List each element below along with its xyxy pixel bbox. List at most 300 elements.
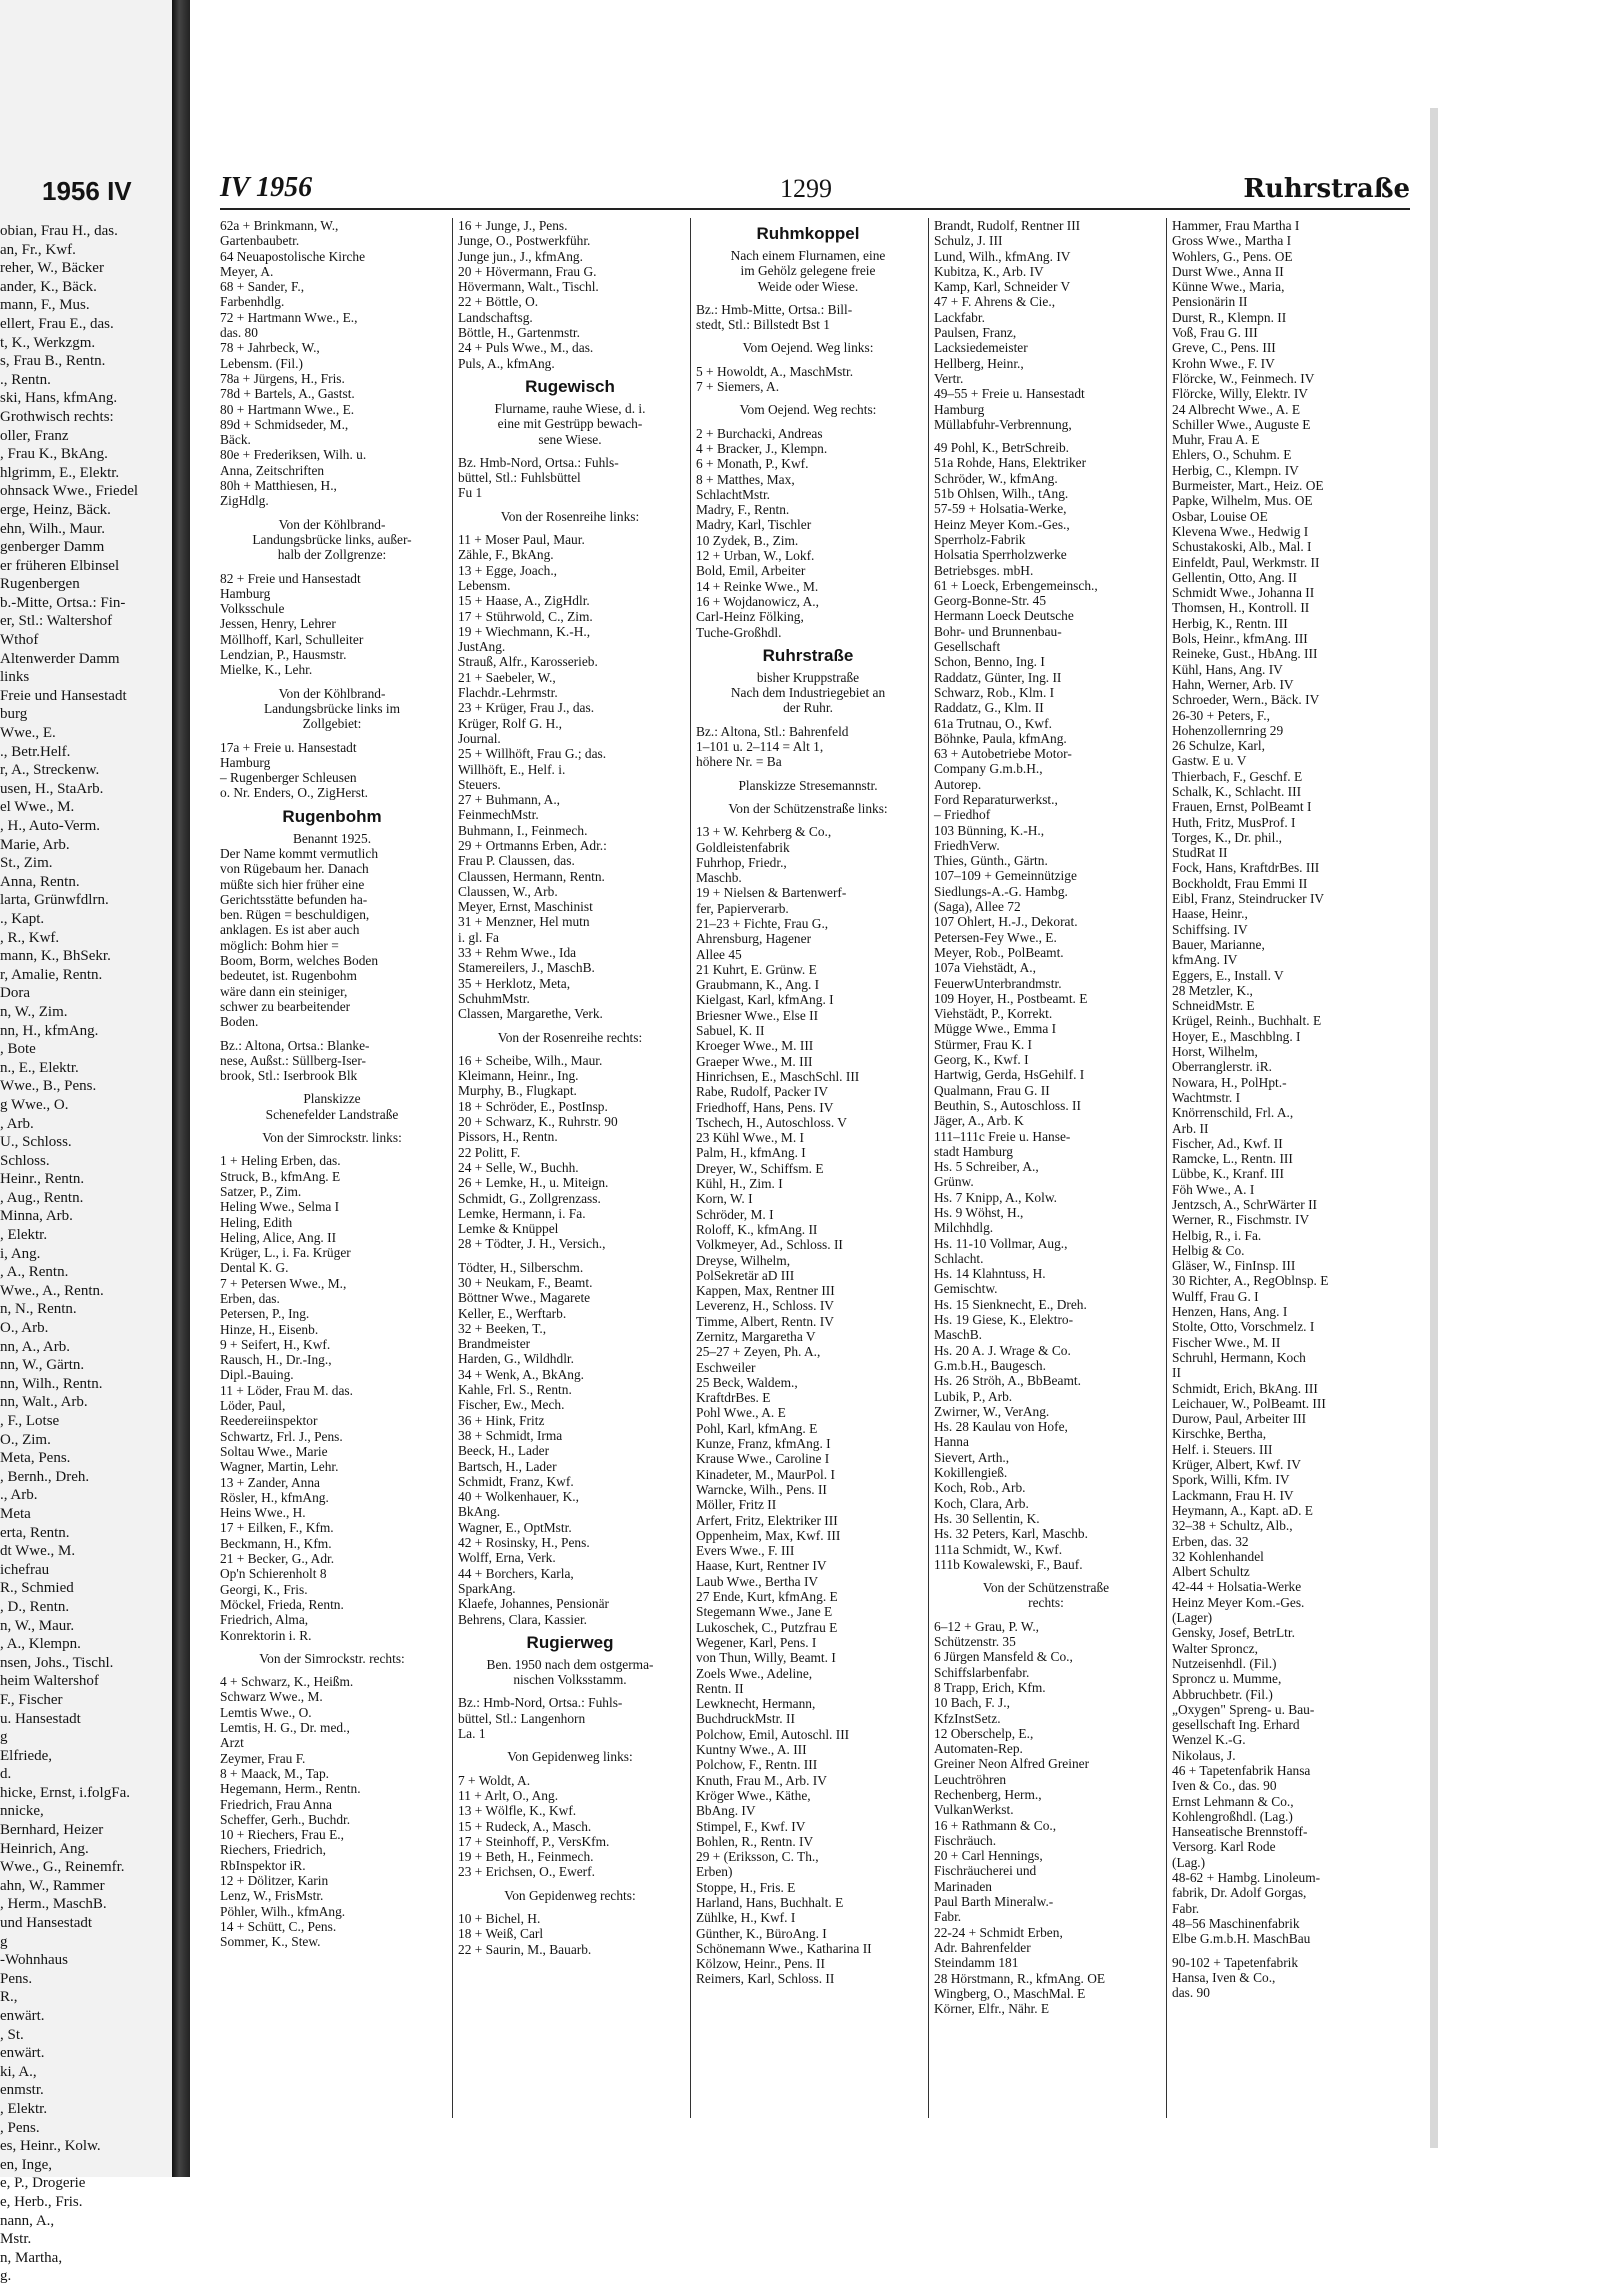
directory-entry: 27 + Buhmann, A.,	[458, 792, 561, 808]
directory-entry: 23 Kühl Wwe., M. I	[696, 1130, 804, 1146]
directory-entry: 17 + Steinhoff, P., VersKfm.	[458, 1833, 610, 1849]
directory-entry: Leverenz, H., Schloss. IV	[696, 1298, 834, 1314]
directory-entry: Paul Barth Mineralw.-	[934, 1894, 1054, 1910]
directory-entry: Thies, Günth., Gärtn.	[934, 853, 1048, 869]
directory-entry: 26 + Lemke, H., u. Miteign.	[458, 1175, 609, 1191]
spacer	[458, 524, 682, 532]
street-note: Von Gepidenweg rechts:	[504, 1887, 636, 1903]
spacer	[458, 1903, 682, 1911]
directory-entry: Schröder, W., kfmAng.	[934, 470, 1058, 486]
directory-entry: Pöhler, Wilh., kfmAng.	[220, 1903, 346, 1919]
street-note: Von Gepidenweg links:	[507, 1749, 633, 1765]
directory-entry: Fischer Wwe., M. II	[1172, 1334, 1281, 1350]
directory-entry: SchuhmMstr.	[458, 990, 530, 1006]
street-note: im Gehölz gelegene freie	[740, 263, 876, 279]
directory-entry: Zeymer, Frau F.	[220, 1750, 306, 1766]
street-heading: Ruhrstraße	[762, 645, 854, 665]
previous-page-line: mann, K., BhSekr.	[0, 948, 111, 965]
directory-entry: Voß, Frau G. III	[1172, 325, 1258, 341]
directory-entry: Helbig & Co.	[1172, 1242, 1245, 1258]
directory-entry: Polchow, Emil, Autoschl. III	[696, 1726, 850, 1742]
directory-entry: 109 Hoyer, H., Postbeamt. E	[934, 990, 1088, 1006]
directory-entry: 19 + Beth, H., Feinmech.	[458, 1849, 594, 1865]
directory-entry: 7 + Siemers, A.	[696, 379, 780, 395]
directory-entry: Hs. 30 Sellentin, K.	[934, 1510, 1040, 1526]
previous-page-line: burg	[0, 706, 28, 723]
previous-page-line: enmstr.	[0, 2082, 44, 2099]
previous-page-line: O., Zim.	[0, 1431, 51, 1448]
directory-entry: PolSekretär aD III	[696, 1267, 795, 1283]
directory-entry: Heinz Meyer Kom.-Ges.,	[934, 516, 1070, 532]
directory-entry: Horst, Wilhelm,	[1172, 1044, 1258, 1060]
directory-entry: Huth, Fritz, MusProf. I	[1172, 814, 1296, 830]
directory-entry: 5 + Howoldt, A., MaschMstr.	[696, 363, 854, 379]
directory-entry: Arb. II	[1172, 1120, 1209, 1136]
spacer	[696, 816, 920, 824]
directory-entry: stadt Hamburg	[934, 1143, 1013, 1159]
directory-entry: 25–27 + Zeyen, Ph. A.,	[696, 1344, 821, 1360]
directory-entry: 14 + Reinke Wwe., M.	[696, 578, 819, 594]
street-note: Planskizze Stresemannstr.	[738, 777, 878, 793]
directory-entry: Hammer, Frau Martha I	[1172, 218, 1300, 233]
directory-entry: Gensky, Josef, BetrLtr.	[1172, 1625, 1295, 1641]
previous-page-line: St., Zim.	[0, 855, 53, 872]
directory-entry: Hs. 9 Wöhst, H.,	[934, 1205, 1024, 1220]
directory-entry: Kroeger Wwe., M. III	[696, 1038, 814, 1054]
directory-entry: büttel, Stl.: Fuhlsbüttel	[458, 470, 581, 486]
street-note: Von der Rosenreihe links:	[500, 508, 640, 524]
directory-entry: BbAng. IV	[696, 1803, 756, 1819]
directory-entry: Landschaftsg.	[458, 309, 533, 325]
directory-entry: Kirschke, Bertha,	[1172, 1426, 1267, 1442]
directory-entry: 24 Albrecht Wwe., A. E	[1172, 401, 1301, 417]
directory-entry: Schulz, J. III	[934, 233, 1003, 249]
previous-page-line: Wwe., A., Rentn.	[0, 1282, 104, 1299]
previous-page-line: nn, Walt., Arb.	[0, 1394, 88, 1411]
directory-entry: 7 + Woldt, A.	[458, 1772, 531, 1788]
directory-entry: 64 Neuapostolische Kirche	[220, 248, 366, 264]
directory-entry: 80e + Frederiksen, Wilh. u.	[220, 447, 367, 463]
directory-entry: 7 + Petersen Wwe., M.,	[220, 1275, 347, 1291]
spacer	[220, 1643, 444, 1651]
spacer	[934, 1611, 1158, 1619]
directory-entry: Wolff, Erna, Verk.	[458, 1550, 556, 1566]
directory-entry: Struck, B., kfmAng. E	[220, 1168, 341, 1184]
directory-entry: Hövermann, Walt., Tischl.	[458, 279, 599, 295]
directory-entry: Journal.	[458, 730, 501, 746]
previous-page-line: , D., Rentn.	[0, 1598, 70, 1615]
previous-page-line: , Herm., MaschB.	[0, 1896, 107, 1913]
directory-entry: Lemtis, H. G., Dr. med.,	[220, 1720, 350, 1736]
directory-entry: Raddatz, G., Klm. II	[934, 700, 1044, 716]
directory-entry: Krüger, L., i. Fa. Krüger	[220, 1245, 351, 1261]
previous-page-line: ki, A.,	[0, 2063, 37, 2080]
directory-entry: 28 Metzler, K.,	[1172, 982, 1253, 998]
directory-entry: Hoyer, E., Maschblng. I	[1172, 1028, 1301, 1044]
directory-entry: Kokillengieß.	[934, 1465, 1008, 1481]
street-note: Zollgebiet:	[302, 716, 362, 732]
directory-entry: Albert Schultz	[1172, 1564, 1250, 1580]
spacer	[220, 1122, 444, 1130]
directory-entry: Eggers, E., Install. V	[1172, 967, 1284, 983]
directory-entry: Günther, K., BüroAng. I	[696, 1925, 827, 1941]
directory-entry: 17a + Freie u. Hansestadt	[220, 739, 357, 755]
directory-entry: Oppenheim, Max, Kwf. III	[696, 1527, 841, 1543]
directory-entry: 47 + F. Ahrens & Cie.,	[934, 294, 1056, 310]
spacer	[220, 678, 444, 686]
directory-entry: 68 + Sander, F.,	[220, 279, 305, 295]
directory-entry: Erben)	[696, 1864, 733, 1880]
directory-entry: fer, Papierverarb.	[696, 900, 789, 916]
directory-entry: II	[1172, 1365, 1181, 1381]
spacer	[696, 294, 920, 302]
directory-entry: Osbar, Louise OE	[1172, 508, 1268, 524]
directory-entry: 107a Viehstädt, A.,	[934, 960, 1036, 976]
directory-entry: Koch, Rob., Arb.	[934, 1480, 1026, 1496]
directory-entry: Walter Sproncz,	[1172, 1640, 1258, 1656]
directory-entry: 22 + Saurin, M., Bauarb.	[458, 1941, 592, 1957]
directory-entry: Reimers, Karl, Schloss. II	[696, 1971, 835, 1987]
street-note: sene Wiese.	[538, 431, 602, 447]
directory-entry: von Thun, Willy, Beamt. I	[696, 1650, 836, 1666]
directory-entry: Hs. 5 Schreiber, A.,	[934, 1159, 1039, 1175]
directory-entry: FeinmechMstr.	[458, 807, 539, 823]
directory-entry: Qualmann, Frau G. II	[934, 1082, 1050, 1098]
directory-entry: Lemke & Knüppel	[458, 1221, 559, 1237]
directory-entry: Schon, Benno, Ing. I	[934, 654, 1045, 670]
previous-page-line: n, Martha,	[0, 2249, 63, 2266]
directory-entry: 80h + Matthiesen, H.,	[220, 478, 337, 494]
directory-entry: Krüger, Rolf G. H.,	[458, 715, 562, 731]
directory-entry: 21 + Saebeler, W.,	[458, 669, 556, 685]
directory-entry: Bold, Emil, Arbeiter	[696, 563, 806, 579]
directory-entry: Fischräuch.	[934, 1832, 997, 1848]
directory-entry: Reedereiinspektor	[220, 1413, 318, 1429]
directory-entry: Anna, Zeitschriften	[220, 462, 325, 478]
directory-entry: Dreyse, Wilhelm,	[696, 1252, 791, 1268]
directory-entry: Einfeldt, Paul, Werkmstr. II	[1172, 554, 1320, 570]
previous-page-line: Schloss.	[0, 1152, 50, 1169]
directory-entry: 23 + Krüger, Frau J., das.	[458, 700, 595, 716]
directory-entry: Graubmann, K., Ang. I	[696, 977, 820, 993]
directory-entry: Schützenstr. 35	[934, 1634, 1016, 1650]
directory-entry: Durst Wwe., Anna II	[1172, 263, 1284, 279]
directory-entry: 13 + Wölfle, K., Kwf.	[458, 1803, 577, 1819]
directory-entry: Op'n Schierenholt 8	[220, 1566, 327, 1582]
spacer	[220, 509, 444, 517]
directory-entry: Mielke, K., Lehr.	[220, 662, 313, 678]
directory-entry: Bz.: Hmb-Mitte, Ortsa.: Bill-	[696, 301, 853, 317]
directory-entry: Lendzian, P., Hausmstr.	[220, 647, 347, 663]
directory-entry: Thomsen, H., Kontroll. II	[1172, 600, 1310, 616]
directory-entry: Betriebsges. mbH.	[934, 562, 1034, 578]
directory-entry: Madry, Karl, Tischler	[696, 517, 812, 533]
directory-entry: Friedhoff, Hans, Pens. IV	[696, 1099, 834, 1115]
directory-entry: Wachtmstr. I	[1172, 1089, 1241, 1105]
previous-page-line: nn, A., Arb.	[0, 1338, 71, 1355]
directory-entry: Heling, Edith	[220, 1214, 293, 1230]
previous-page-line: dt Wwe., M.	[0, 1543, 76, 1560]
previous-page-line: mann, F., Mus.	[0, 297, 90, 314]
previous-page-line: R.,	[0, 1989, 18, 2006]
directory-entry: Schruhl, Hermann, Koch	[1172, 1349, 1306, 1365]
directory-entry: Volksschule	[220, 601, 285, 617]
directory-entry: 82 + Freie und Hansestadt	[220, 570, 361, 586]
directory-entry: 22-24 + Schmidt Erben,	[934, 1924, 1063, 1940]
previous-page-line: , Frau K., BkAng.	[0, 446, 108, 463]
directory-entry: Burmeister, Mart., Heiz. OE	[1172, 478, 1324, 494]
street-note: eine mit Gestrüpp bewach-	[497, 416, 643, 432]
directory-entry: 51a Rohde, Hans, Elektriker	[934, 455, 1087, 471]
directory-entry: Ramcke, L., Rentn. III	[1172, 1151, 1293, 1167]
directory-entry: Kappen, Max, Rentner III	[696, 1283, 835, 1299]
directory-entry: Hamburg	[934, 401, 985, 417]
spacer	[696, 793, 920, 801]
directory-entry: Fu 1	[458, 485, 483, 501]
directory-entry: 51b Ohlsen, Wilh., tAng.	[934, 486, 1069, 502]
directory-entry: Pensionärin II	[1172, 294, 1248, 310]
directory-entry: Beeck, H., Lader	[458, 1443, 550, 1459]
directory-entry: Böttner Wwe., Magarete	[458, 1290, 591, 1306]
previous-page-line: , Arb.	[0, 1115, 34, 1132]
directory-entry: Briesner Wwe., Else II	[696, 1007, 819, 1023]
directory-entry: Bauer, Marianne,	[1172, 936, 1265, 952]
directory-entry: Friedrich, Alma,	[220, 1612, 309, 1628]
directory-entry: 6 + Monath, P., Kwf.	[696, 456, 809, 472]
directory-entry: 20 + Hövermann, Frau G.	[458, 263, 597, 279]
directory-entry: Heinz Meyer Kom.-Ges.	[1172, 1594, 1305, 1610]
directory-entry: Georgi, K., Fris.	[220, 1581, 308, 1597]
directory-entry: Stürmer, Frau K. I	[934, 1036, 1033, 1052]
directory-entry: Bz. Hmb-Nord, Ortsa.: Fuhls-	[458, 454, 619, 470]
previous-page-line: nsen, Johs., Tischl.	[0, 1654, 114, 1671]
directory-entry: Timme, Albert, Rentn. IV	[696, 1313, 834, 1329]
directory-entry: müßte sich hier früher eine	[220, 876, 365, 892]
page-header	[220, 168, 1410, 210]
directory-entry: büttel, Stl.: Langenhorn	[458, 1710, 586, 1726]
previous-page-line: F., Fischer	[0, 1691, 63, 1708]
directory-entry: Dental K. G.	[220, 1260, 289, 1276]
directory-entry: Automaten-Rep.	[934, 1741, 1023, 1757]
directory-entry: Gellentin, Otto, Ang. II	[1172, 569, 1297, 585]
directory-entry: Schroeder, Wern., Bäck. IV	[1172, 692, 1320, 708]
directory-entry: Goldleistenfabrik	[696, 839, 790, 855]
directory-entry: 11 + Moser Paul, Maur.	[458, 532, 585, 548]
directory-entry: Zoels Wwe., Adeline,	[696, 1665, 813, 1681]
directory-entry: Greiner Neon Alfred Greiner	[934, 1756, 1090, 1772]
previous-page-line: nn, Wilh., Rentn.	[0, 1375, 103, 1392]
directory-entry: Hanseatische Brennstoff-	[1172, 1824, 1308, 1840]
directory-entry: Hartwig, Gerda, HsGehilf. I	[934, 1067, 1085, 1083]
directory-entry: Lemtis Wwe., O.	[220, 1704, 312, 1720]
directory-entry: Lackfabr.	[934, 309, 985, 325]
directory-entry: La. 1	[458, 1726, 486, 1742]
directory-entry: Durst, R., Klempn. II	[1172, 309, 1287, 325]
directory-entry: anklagen. Es ist aber auch	[220, 922, 360, 938]
street-note: Von der Schützenstraße	[982, 1580, 1110, 1596]
directory-entry: Schmidt, G., Zollgrenzass.	[458, 1190, 601, 1206]
previous-page-line: i, Ang.	[0, 1245, 41, 1262]
directory-entry: Autorep.	[934, 776, 982, 792]
spacer	[458, 1045, 682, 1053]
directory-entry: Milchhdlg.	[934, 1220, 994, 1236]
directory-entry: 107 Ohlert, H.-J., Dekorat.	[934, 914, 1078, 930]
directory-entry: JustAng.	[458, 639, 506, 655]
directory-entry: 49 Pohl, K., BetrSchreib.	[934, 440, 1070, 456]
directory-entry: Brandmeister	[458, 1336, 531, 1352]
directory-entry: Helbig, R., i. Fa.	[1172, 1227, 1262, 1243]
previous-page-line: nnicke,	[0, 1803, 44, 1820]
street-note: nischen Volksstamm.	[513, 1672, 627, 1688]
previous-page-line: n, W., Zim.	[0, 1003, 68, 1020]
directory-entry: Stoppe, H., Fris. E	[696, 1879, 796, 1895]
previous-page-line: Bernhard, Heizer	[0, 1822, 104, 1839]
previous-page-line: , Aug., Rentn.	[0, 1189, 84, 1206]
directory-entry: Beuthin, S., Autoschloss. II	[934, 1097, 1081, 1113]
directory-entry: 18 + Schröder, E., PostInsp.	[458, 1098, 608, 1114]
directory-entry: Hs. 26 Ströh, A., BbBeamt.	[934, 1373, 1081, 1389]
directory-entry: ZigHdlg.	[220, 493, 269, 509]
directory-entry: Ford Reparaturwerkst.,	[934, 791, 1058, 807]
directory-entry: Greve, C., Pens. III	[1172, 340, 1276, 356]
directory-entry: Raddatz, Günter, Ing. II	[934, 669, 1062, 685]
directory-entry: Graeper Wwe., M. III	[696, 1053, 813, 1069]
directory-entry: Rausch, H., Dr.-Ing.,	[220, 1352, 332, 1368]
directory-entry: Laub Wwe., Bertha IV	[696, 1573, 819, 1589]
directory-entry: Scheffer, Gerh., Buchdr.	[220, 1811, 351, 1827]
directory-entry: Gastw. E u. V	[1172, 753, 1247, 769]
directory-entry: Kühl, H., Zim. I	[696, 1176, 783, 1192]
directory-entry: Bz.: Altona, Stl.: Bahrenfeld	[696, 723, 849, 739]
directory-entry: Claussen, W., Arb.	[458, 883, 558, 899]
directory-entry: 26 Schulze, Karl,	[1172, 738, 1265, 754]
directory-entry: schwer zu bearbeitender	[220, 998, 351, 1014]
previous-page-line: -Wohnhaus	[0, 1952, 68, 1969]
directory-entry: Arzt	[220, 1735, 244, 1751]
street-note: Nach dem Industriegebiet an	[730, 685, 886, 701]
directory-entry: Warncke, Wilh., Pens. II	[696, 1481, 827, 1497]
directory-entry: Pohl, Karl, kfmAng. E	[696, 1420, 818, 1436]
directory-entry: Fischer, Ad., Kwf. II	[1172, 1135, 1283, 1151]
directory-page	[190, 108, 1438, 2148]
directory-entry: Frau P. Claussen, das.	[458, 853, 575, 869]
previous-page-line: , Bernh., Dreh.	[0, 1468, 90, 1485]
column-4	[934, 218, 1158, 2138]
previous-page-line: Altenwerder Damm	[0, 650, 120, 667]
directory-entry: Brandt, Rudolf, Rentner III	[934, 218, 1081, 233]
directory-entry: Muhr, Frau A. E	[1172, 432, 1260, 448]
directory-entry: Dipl.-Bauing.	[220, 1367, 294, 1383]
previous-page-line: Elfriede,	[0, 1747, 53, 1764]
spacer	[220, 563, 444, 571]
directory-entry: 20 + Schwarz, K., Ruhrstr. 90	[458, 1114, 618, 1130]
directory-entry: 16 + Rathmann & Co.,	[934, 1817, 1057, 1833]
directory-entry: Lackmann, Frau H. IV	[1172, 1487, 1294, 1503]
previous-page-line: Minna, Arb.	[0, 1208, 73, 1225]
previous-page-line: enwärt.	[0, 2045, 45, 2062]
directory-entry: Kröger Wwe., Käthe,	[696, 1787, 811, 1803]
spacer	[220, 1666, 444, 1674]
previous-page-line: Mstr.	[0, 2231, 32, 2248]
directory-entry: Kunze, Franz, kfmAng. I	[696, 1436, 831, 1452]
previous-page-line: n., E., Elektr.	[0, 1059, 79, 1076]
directory-entry: 15 + Rudeck, A., Masch.	[458, 1818, 592, 1834]
directory-entry: Nikolaus, J.	[1172, 1747, 1236, 1763]
directory-entry: Lebensm.	[458, 577, 511, 593]
directory-entry: Meyer, Ernst, Maschinist	[458, 899, 593, 915]
directory-entry: Georg-Bonne-Str. 45	[934, 593, 1047, 609]
directory-entry: 16 + Wojdanowicz, A.,	[696, 593, 820, 609]
directory-entry: Schiffsing. IV	[1172, 921, 1248, 937]
directory-entry: 48-62 + Hambg. Linoleum-	[1172, 1870, 1321, 1886]
previous-page-line: oller, Franz	[0, 427, 69, 444]
previous-page-line: Wwe., E.	[0, 725, 56, 742]
previous-page-line: , R., Kwf.	[0, 929, 60, 946]
directory-entry: FriedhVerw.	[934, 837, 1000, 853]
directory-entry: Gartenbaubetr.	[220, 233, 300, 249]
street-heading: Rugierweg	[526, 1632, 614, 1652]
directory-entry: 18 + Weiß, Carl	[458, 1926, 544, 1942]
directory-entry: Spork, Willi, Kfm. IV	[1172, 1472, 1290, 1488]
directory-entry: Böhnke, Paula, kfmAng.	[934, 730, 1067, 746]
directory-entry: 9 + Seifert, H., Kwf.	[220, 1336, 331, 1352]
previous-page-edge	[0, 0, 172, 2285]
directory-entry: Paulsen, Franz,	[934, 325, 1017, 341]
directory-entry: Lubik, P., Arb.	[934, 1388, 1013, 1404]
directory-entry: BkAng.	[458, 1504, 501, 1520]
directory-entry: Gross Wwe., Martha I	[1172, 233, 1292, 249]
directory-entry: Zühlke, H., Kwf. I	[696, 1910, 796, 1926]
directory-entry: Krügel, Reinh., Buchhalt. E	[1172, 1013, 1322, 1029]
directory-entry: nese, Außst.: Süllberg-Iser-	[220, 1052, 367, 1068]
directory-entry: 111a Schmidt, W., Kwf.	[934, 1541, 1063, 1557]
directory-entry: 29 + Ortmanns Erben, Adr.:	[458, 837, 607, 853]
directory-entry: 26-30 + Peters, F.,	[1172, 707, 1270, 723]
previous-page-line: Marie, Arb.	[0, 836, 70, 853]
previous-page-line: en, Inge,	[0, 2156, 53, 2173]
directory-entry: Kuntny Wwe., A. III	[696, 1742, 807, 1758]
spacer	[696, 716, 920, 724]
directory-entry: Dreyer, W., Schiffsm. E	[696, 1160, 824, 1176]
directory-entry: Schalk, K., Schlacht. III	[1172, 783, 1302, 799]
directory-entry: Korn, W. I	[696, 1191, 753, 1207]
directory-entry: Boden.	[220, 1014, 259, 1030]
directory-entry: 4 + Schwarz, K., Heißm.	[220, 1674, 354, 1690]
directory-entry: Hs. 19 Giese, K., Elektro-	[934, 1312, 1074, 1328]
previous-page-line: , Elektr.	[0, 1227, 48, 1244]
directory-entry: Hs. 14 Klahntuss, H.	[934, 1266, 1046, 1282]
directory-entry: Stimpel, F., Kwf. IV	[696, 1818, 806, 1834]
previous-page-line: genberger Damm	[0, 539, 105, 556]
street-heading: Ruhmkoppel	[756, 224, 860, 243]
previous-page-line: larta, Grünwfdlrn.	[0, 892, 109, 909]
previous-page-line: ski, Hans, kfmAng.	[0, 390, 118, 407]
spacer	[458, 501, 682, 509]
previous-page-line: und Hansestadt	[0, 1915, 93, 1932]
directory-entry: Adr. Bahrenfelder	[934, 1939, 1031, 1955]
directory-entry: Fuhrhop, Friedr.,	[696, 854, 787, 870]
previous-page-line: Wthof	[0, 632, 39, 649]
directory-entry: das. 80	[220, 325, 258, 341]
directory-entry: Kleimann, Heinr., Ing.	[458, 1068, 579, 1084]
previous-page-line: t, K., Werkzgm.	[0, 334, 96, 351]
directory-entry: 8 + Maack, M., Tap.	[220, 1765, 330, 1781]
spacer	[696, 394, 920, 402]
spacer	[220, 1030, 444, 1038]
directory-entry: Steindamm 181	[934, 1955, 1019, 1971]
spacer	[696, 418, 920, 426]
directory-entry: Schröder, M. I	[696, 1206, 774, 1222]
